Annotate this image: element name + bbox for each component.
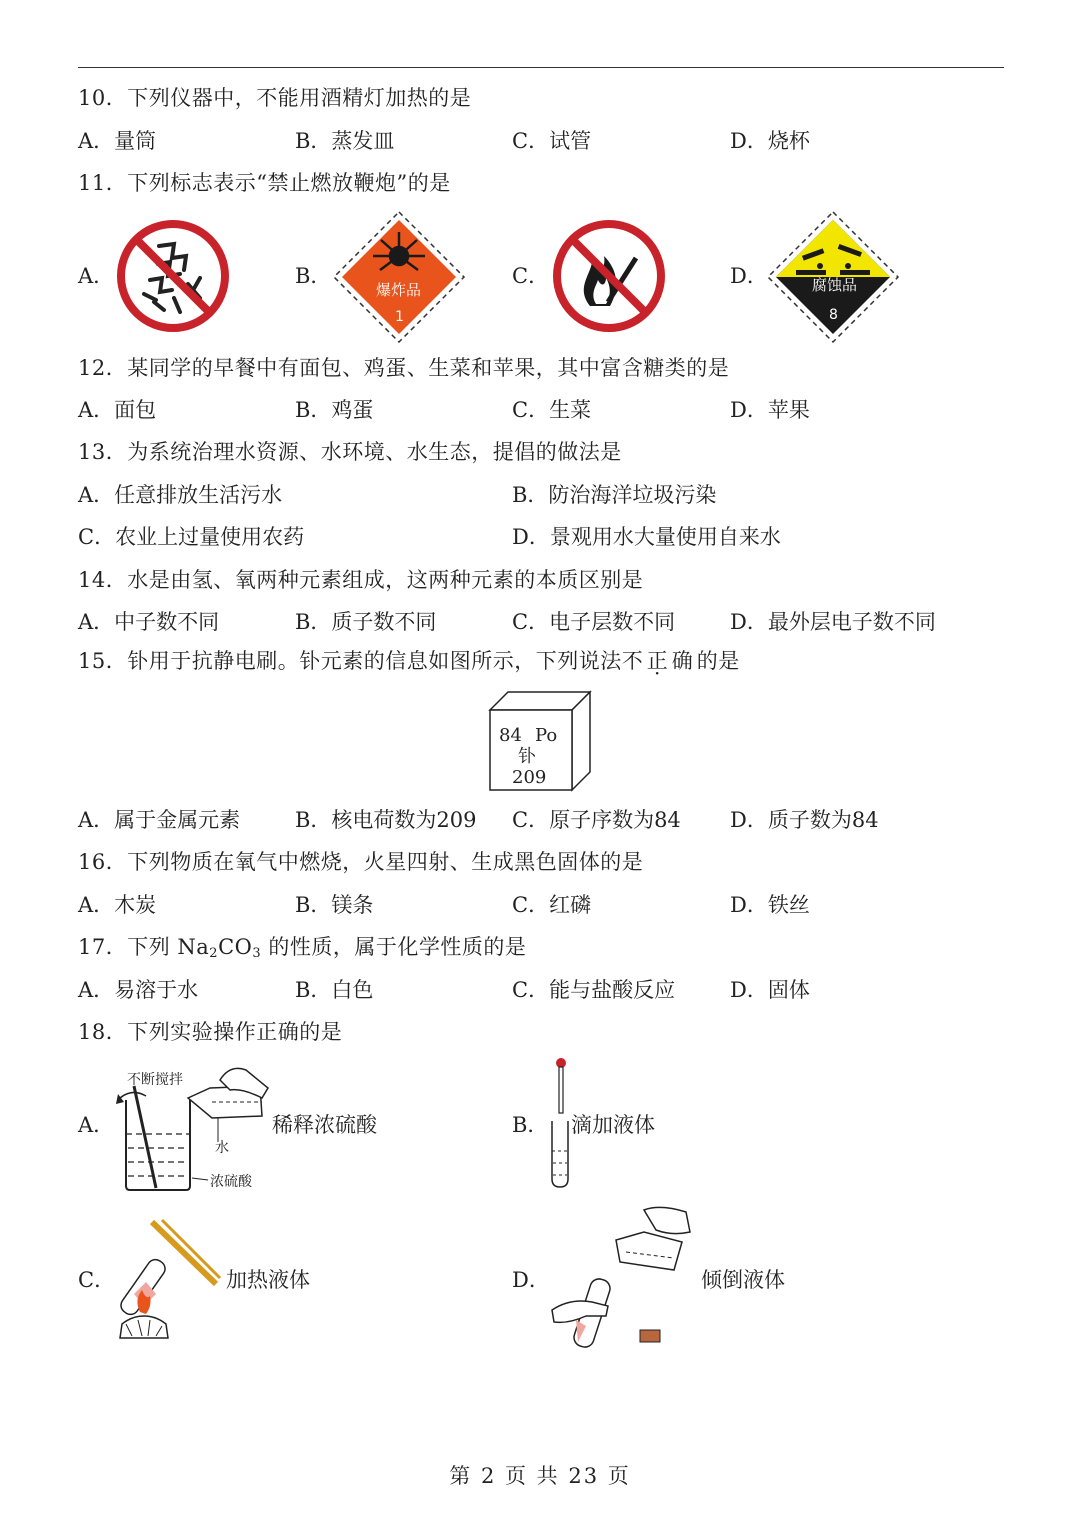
q10-option-c: C．试管 (512, 129, 592, 153)
q16-option-a: A．木炭 (78, 893, 157, 917)
q17-stem-end: 的性质，属于化学性质的是 (261, 935, 527, 959)
q18-letter-c: C． (78, 1268, 116, 1292)
q17-stem (78, 933, 526, 968)
q11-letter-a: A． (78, 264, 115, 288)
corrosive-sign-class: 8 (829, 307, 838, 323)
q17-subscript-3: 3 (252, 946, 262, 961)
heating-liquid-illustration-icon (112, 1216, 228, 1346)
q15-stem (78, 647, 740, 675)
q12-option-c: C．生菜 (512, 398, 592, 422)
dropper-illustration-icon (544, 1055, 574, 1191)
q12-option-a: A．面包 (78, 398, 157, 422)
q16-option-c: C．红磷 (512, 893, 592, 917)
q10-option-b: B．蒸发皿 (295, 129, 395, 153)
q15-option-a: A．属于金属元素 (78, 808, 241, 832)
caption-pour-liquid: 倾倒液体 (701, 1268, 785, 1292)
q17-stem-formula: CO (218, 935, 253, 959)
q18-letter-d: D． (512, 1268, 550, 1292)
q15-stem-part: 15．钋用于抗静电刷。钋元素的信息如图所示，下列说法 (78, 649, 622, 673)
element-atomic-number: 84 (499, 725, 522, 746)
label-stir: 不断搅拌 (127, 1072, 183, 1088)
q15-stem-end: 的是 (696, 649, 740, 673)
page-footer: 第 2 页 共 23 页 (449, 1464, 631, 1488)
q17-stem-part: 17．下列 Na (78, 935, 210, 959)
q14-stem: 14．水是由氢、氧两种元素组成，这两种元素的本质区别是 (78, 568, 644, 592)
q14-option-c: C．电子层数不同 (512, 610, 676, 634)
q11-letter-b: B． (295, 264, 332, 288)
q15-option-d: D．质子数为84 (730, 808, 879, 832)
corrosive-sign-label: 腐蚀品 (812, 276, 858, 294)
q13-option-a: A．任意排放生活污水 (78, 483, 283, 507)
caption-heat-liquid: 加热液体 (226, 1268, 310, 1292)
element-symbol: Po (535, 725, 558, 746)
q12-stem: 12．某同学的早餐中有面包、鸡蛋、生菜和苹果，其中富含糖类的是 (78, 356, 730, 380)
explosive-sign-label: 爆炸品 (376, 281, 422, 299)
q14-option-a: A．中子数不同 (78, 610, 220, 634)
q11-letter-d: D． (730, 264, 768, 288)
q13-option-b: B．防治海洋垃圾污染 (512, 483, 717, 507)
element-name: 钋 (518, 746, 536, 767)
caption-drop-liquid: 滴加液体 (571, 1113, 655, 1137)
element-mass: 209 (512, 767, 547, 788)
header-rule (78, 67, 1004, 68)
q11-letter-c: C． (512, 264, 550, 288)
caption-dilute-acid: 稀释浓硫酸 (272, 1113, 377, 1137)
q15-option-b: B．核电荷数为209 (295, 808, 477, 832)
q18-stem: 18．下列实验操作正确的是 (78, 1020, 343, 1044)
no-open-flame-sign-icon (550, 218, 668, 334)
q14-option-d: D．最外层电子数不同 (730, 610, 936, 634)
q17-option-d: D．固体 (730, 978, 810, 1002)
no-firecrackers-sign-icon (114, 218, 232, 334)
explosive-sign-class: 1 (395, 309, 404, 325)
q18-letter-b: B． (512, 1113, 549, 1137)
q13-stem: 13．为系统治理水资源、水环境、水生态，提倡的做法是 (78, 440, 622, 464)
pour-liquid-illustration-icon (548, 1202, 698, 1352)
label-water: 水 (215, 1140, 229, 1156)
q18-letter-a: A． (78, 1113, 115, 1137)
q17-option-a: A．易溶于水 (78, 978, 199, 1002)
q16-stem: 16．下列物质在氧气中燃烧，火星四射、生成黑色固体的是 (78, 850, 644, 874)
q10-stem: 10．下列仪器中，不能用酒精灯加热的是 (78, 86, 472, 110)
q12-option-d: D．苹果 (730, 398, 810, 422)
q11-stem: 11．下列标志表示“禁止燃放鞭炮”的是 (78, 171, 451, 195)
q14-option-b: B．质子数不同 (295, 610, 437, 634)
q10-option-a: A．量筒 (78, 129, 157, 153)
q17-subscript-2: 2 (209, 946, 219, 961)
q13-option-c: C．农业上过量使用农药 (78, 525, 305, 549)
q16-option-d: D．铁丝 (730, 893, 810, 917)
q17-option-b: B．白色 (295, 978, 374, 1002)
q12-option-b: B．鸡蛋 (295, 398, 374, 422)
q15-option-c: C．原子序数为84 (512, 808, 681, 832)
q16-option-b: B．镁条 (295, 893, 374, 917)
label-concentrated-acid: 浓硫酸 (210, 1174, 252, 1190)
q15-stem-emphasis: 不正确 (621, 649, 697, 673)
q10-option-d: D．烧杯 (730, 129, 810, 153)
q17-option-c: C．能与盐酸反应 (512, 978, 676, 1002)
q13-option-d: D．景观用水大量使用自来水 (512, 525, 781, 549)
